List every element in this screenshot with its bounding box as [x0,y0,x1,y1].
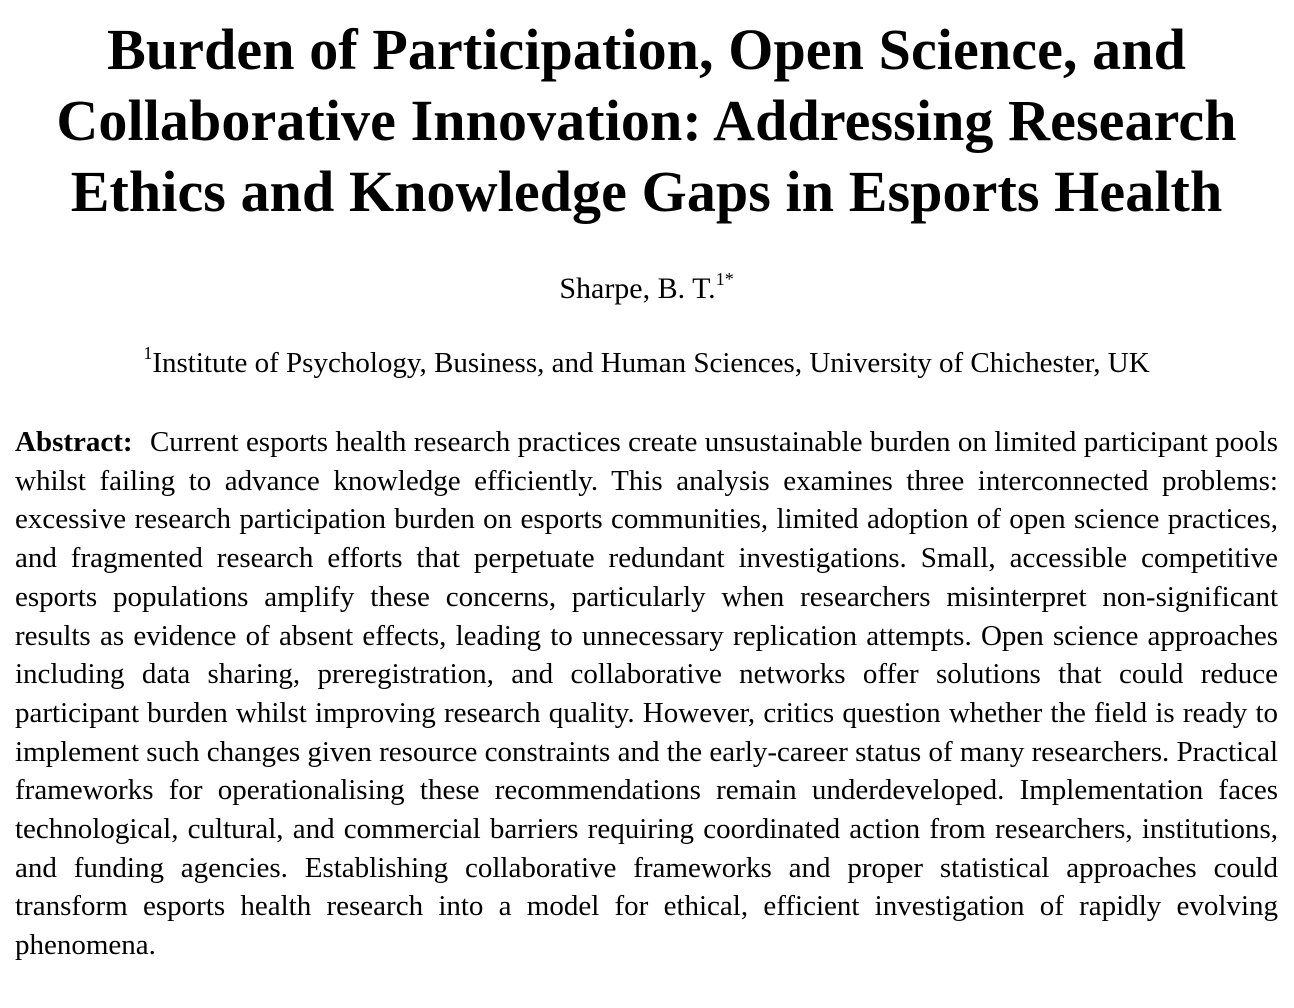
author-line [15,271,1278,307]
abstract-label: Abstract: [15,426,133,458]
paper-title: Burden of Participation, Open Science, and Collaborative Innovation: Addressing Research Ethics and Knowledge Gaps in Esports Health [56,17,1237,224]
author-name: Sharpe, B. T. [559,272,716,305]
affiliation-line [15,345,1278,381]
abstract-text: Current esports health research practices create unsustainable burden on limited participant pools whilst failing to advance knowledge efficiently. This analysis examines three interconnected problems: excessive research participation burden on esports communities, limited adoption of open science practices, and fragmented research efforts that perpetuate redundant investigations. Small, accessible competitive esports populations amplify these concerns, particularly when researchers misinterpret non-significant results as evidence of absent effects, leading to unnecessary replication attempts. Open science approaches including data sharing, preregistration, and collaborative networks offer solutions that could reduce participant burden whilst improving research quality. However, critics question whether the field is ready to implement such changes given resource constraints and the early-career status of many researchers. Practical frameworks for operationalising these recommendations remain underdeveloped. Implementation faces technological, cultural, and commercial barriers requiring coordinated action from researchers, institutions, and funding agencies. Establishing collaborative frameworks and proper statistical approaches could transform esports health research into a model for ethical, efficient investigation of rapidly evolving phenomena. [15,426,1278,962]
author-affiliation-marks: 1* [715,269,734,289]
abstract [15,423,1278,965]
affiliation-text: Institute of Psychology, Business, and Human Sciences, University of Chichester, UK [152,347,1150,379]
affiliation-mark: 1 [143,343,153,364]
